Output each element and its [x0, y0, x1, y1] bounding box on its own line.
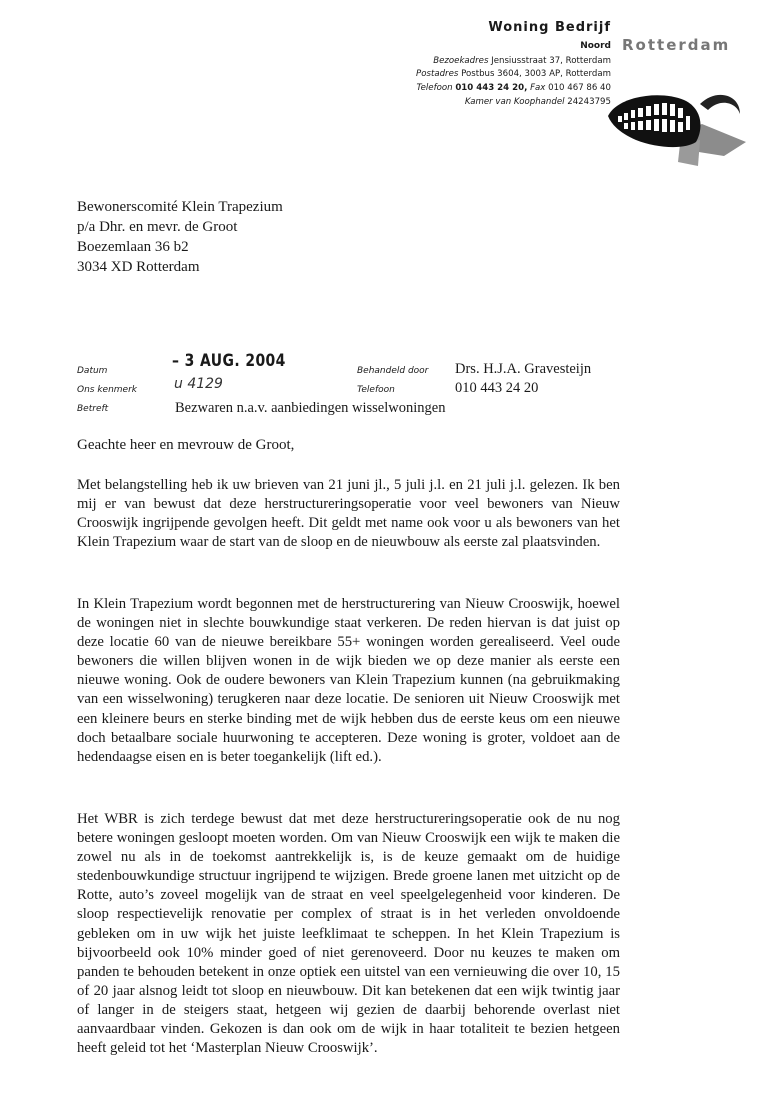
- kvk-label: Kamer van Koophandel: [464, 97, 565, 107]
- reference-handwritten: u 4129: [174, 376, 223, 392]
- company-region: Noord: [580, 41, 611, 51]
- body-paragraph: In Klein Trapezium wordt begonnen met de herstructurering van Nieuw Crooswijk, hoewel de woningen niet in slechte bouwkundige staat verkeren. De reden hiervan is dat juist op deze locatie 60 van de nieuwe bereikbare 55+ woningen worden gerealiseerd. Veel oude bewoners die willen blijven wonen in de wijk bieden we op deze manier als eerste een nieuwe woning. Ook de oudere bewoners van Klein Trapezium kunnen (na gebruikmaking van een wisselwoning) terugkeren naar deze locatie. De senioren uit Nieuw Crooswijk met een kleinere beurs en sterke binding met de wijk hebben dus de eerste keus om een nieuwe doch betaalbare sociale huurwoning te accepteren. Deze woning is groter, voldoet aan de hedendaagse eisen en is beter toegankelijk (lift ed.).: [77, 596, 620, 765]
- phone-value: 010 443 24 20,: [455, 83, 528, 93]
- postal-address-value: Postbus 3604, 3003 AP, Rotterdam: [461, 69, 611, 79]
- phone-fax-line: [416, 82, 611, 94]
- fax-value: 010 467 86 40: [548, 83, 611, 93]
- body-paragraph: Het WBR is zich terdege bewust dat met deze herstructureringsoperatie ook de nu nog betere woningen gesloopt moeten worden. Om van Nieuw Crooswijk een wijk te maken die zowel nu als in de toekomst aantrekkelijk is, is de keuze gemaakt om de huidige stedenbouwkundige structuur ingrijpend te wijzigen. Brede groene lanen met uitzicht op de Rotte, auto’s zoveel mogelijk van de straat en veel speelgelegenheid voor kinderen. De sloop respectievelijk renovatie per complex of straat is in het verleden onvoldoende gebleken om in uw wijk het juiste leefklimaat te scheppen. In het Klein Trapezium is bijvoorbeeld ook 10% minder goed of niet gerenoveerd. Door nu keuzes te maken om panden te behouden betekent in onze optiek een uitstel van een vernieuwing die over 10, 15 of 20 jaar alsnog leidt tot sloop en nieuwbouw. Dit kan betekenen dat een wijk twintig jaar of langer in de steigers staat, hetgeen wij gezien de daarbij behorende overlast niet aanvaardbaar vinden. Gekozen is dan ook om de wijk in haar totaliteit te bezien hetgeen heeft geleid tot het ‘Masterplan Nieuw Crooswijk’.: [77, 811, 620, 1057]
- handler-phone-label: Telefoon: [357, 385, 395, 395]
- recipient-line: Bewonerscomité Klein Trapezium: [77, 199, 283, 215]
- recipient-line: Boezemlaan 36 b2: [77, 239, 189, 255]
- date-label: Datum: [77, 366, 108, 376]
- company-city: Rotterdam: [622, 36, 731, 54]
- phone-label: Telefoon: [416, 83, 453, 93]
- handler-phone-value: 010 443 24 20: [455, 380, 539, 396]
- company-name: Woning Bedrijf: [488, 20, 611, 35]
- subject-label: Betreft: [77, 404, 109, 414]
- date-stamp: – 3 AUG. 2004: [172, 351, 286, 371]
- kvk-line: [465, 96, 611, 108]
- visit-address-label: Bezoekadres: [433, 56, 489, 66]
- postal-address-label: Postadres: [416, 69, 459, 79]
- subject-value: Bezwaren n.a.v. aanbiedingen wisselwoningen: [175, 400, 446, 416]
- recipient-line: p/a Dhr. en mevr. de Groot: [77, 219, 238, 235]
- kvk-value: 24243795: [567, 97, 611, 107]
- shell-logo-icon: [604, 86, 754, 172]
- reference-label: Ons kenmerk: [77, 385, 138, 395]
- handler-label: Behandeld door: [357, 366, 429, 376]
- recipient-address: [77, 197, 283, 277]
- postal-address: [416, 68, 611, 80]
- fax-label: Fax: [530, 83, 546, 93]
- visit-address: [433, 55, 611, 67]
- salutation: Geachte heer en mevrouw de Groot,: [77, 437, 295, 453]
- handler-value: Drs. H.J.A. Gravesteijn: [455, 361, 592, 377]
- visit-address-value: Jensiusstraat 37, Rotterdam: [491, 56, 611, 66]
- recipient-line: 3034 XD Rotterdam: [77, 259, 200, 275]
- body-paragraph: Met belangstelling heb ik uw brieven van 21 juni jl., 5 juli j.l. en 21 juli j.l. gelezen. Ik ben mij er van bewust dat deze herstructureringsoperatie voor veel bewoners van Nieuw Crooswijk ingrijpende gevolgen heeft. Dit geldt met name ook voor u als bewoners van het Klein Trapezium waar de start van de sloop en de nieuwbouw als eerste zal plaatsvinden.: [77, 477, 620, 551]
